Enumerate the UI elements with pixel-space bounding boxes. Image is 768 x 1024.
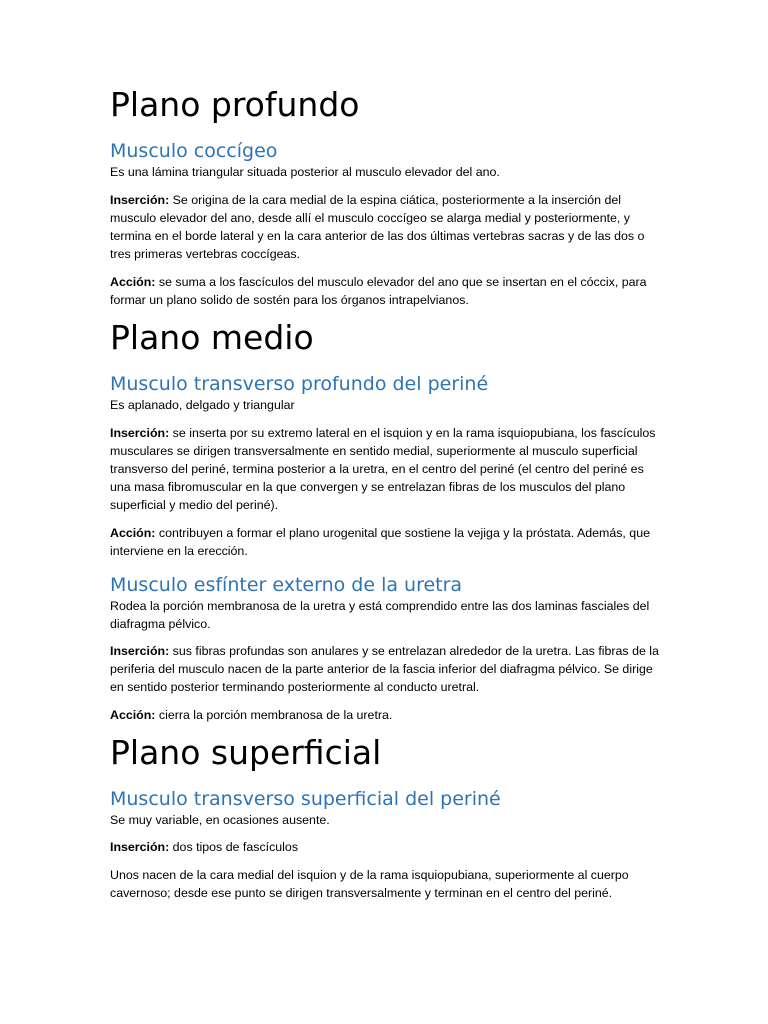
accion-paragraph bbox=[110, 273, 662, 309]
accion-label: Acción: bbox=[110, 526, 156, 540]
accion-paragraph bbox=[110, 706, 662, 724]
insercion-paragraph bbox=[110, 424, 662, 514]
muscle-title-esfinter-externo: Musculo esfínter externo de la uretra bbox=[110, 574, 463, 596]
insercion-label: Inserción: bbox=[110, 840, 170, 854]
insercion-text: se inserta por su extremo lateral en el isquion y en la rama isquiopubiana, los fascículos musculares se dirigen transversalmente en sentido medial, superiormente al musculo superficial transverso del periné, termina posterior a la uretra, en el centro del periné (el centro del periné es una masa fibromuscular en la que convergen y se entrelazan fibras de los musculos del plano superficial y medio del periné). bbox=[110, 426, 656, 512]
muscle-description: Es una lámina triangular situada posterior al musculo elevador del ano. bbox=[110, 165, 500, 179]
insercion-label: Inserción: bbox=[110, 193, 170, 207]
insercion-text: dos tipos de fascículos bbox=[169, 840, 299, 854]
insercion-paragraph bbox=[110, 642, 662, 696]
insercion-label: Inserción: bbox=[110, 426, 170, 440]
document-page bbox=[110, 84, 662, 902]
accion-text: contribuyen a formar el plano urogenital que sostiene la vejiga y la próstata. Además, que interviene en la erección. bbox=[110, 526, 650, 558]
section-title-plano-profundo: Plano profundo bbox=[110, 85, 360, 124]
muscle-title-coccigeo: Musculo coccígeo bbox=[110, 140, 278, 162]
insercion-paragraph bbox=[110, 191, 662, 263]
accion-text: se suma a los fascículos del musculo elevador del ano que se insertan en el cóccix, para formar un plano solido de sostén para los órganos intrapelvianos. bbox=[110, 275, 647, 307]
muscle-title-transverso-superficial: Musculo transverso superficial del periné bbox=[110, 788, 501, 810]
insercion-paragraph bbox=[110, 838, 662, 856]
accion-label: Acción: bbox=[110, 275, 156, 289]
insercion-label: Inserción: bbox=[110, 644, 170, 658]
accion-text: cierra la porción membranosa de la uretra. bbox=[155, 708, 393, 722]
accion-label: Acción: bbox=[110, 708, 156, 722]
muscle-description: Es aplanado, delgado y triangular bbox=[110, 398, 295, 412]
insercion-text: Se origina de la cara medial de la espina ciática, posteriormente a la inserción del musculo elevador del ano, desde allí el musculo coccígeo se alarga medial y posteriormente, y termina en el borde lateral y en la cara anterior de las dos últimas vertebras sacras y de las dos o tres primeras vertebras coccígeas. bbox=[110, 193, 645, 261]
muscle-description: Rodea la porción membranosa de la uretra y está comprendido entre las dos laminas fasciales del diafragma pélvico. bbox=[110, 599, 650, 631]
muscle-title-transverso-profundo: Musculo transverso profundo del periné bbox=[110, 373, 489, 395]
section-title-plano-superficial: Plano superficial bbox=[110, 733, 382, 772]
insercion-text: sus fibras profundas son anulares y se entrelazan alrededor de la uretra. Las fibras de la periferia del musculo nacen de la parte anterior de la fascia inferior del diafragma pélvico. Se dirige en sentido posterior terminando posteriormente al conducto uretral. bbox=[110, 644, 659, 694]
muscle-description: Se muy variable, en ocasiones ausente. bbox=[110, 813, 330, 827]
section-title-plano-medio: Plano medio bbox=[110, 318, 314, 357]
accion-paragraph bbox=[110, 524, 662, 560]
extra-paragraph: Unos nacen de la cara medial del isquion y de la rama isquiopubiana, superiormente al cuerpo cavernoso; desde ese punto se dirigen transversalmente y terminan en el centro del periné. bbox=[110, 868, 629, 900]
